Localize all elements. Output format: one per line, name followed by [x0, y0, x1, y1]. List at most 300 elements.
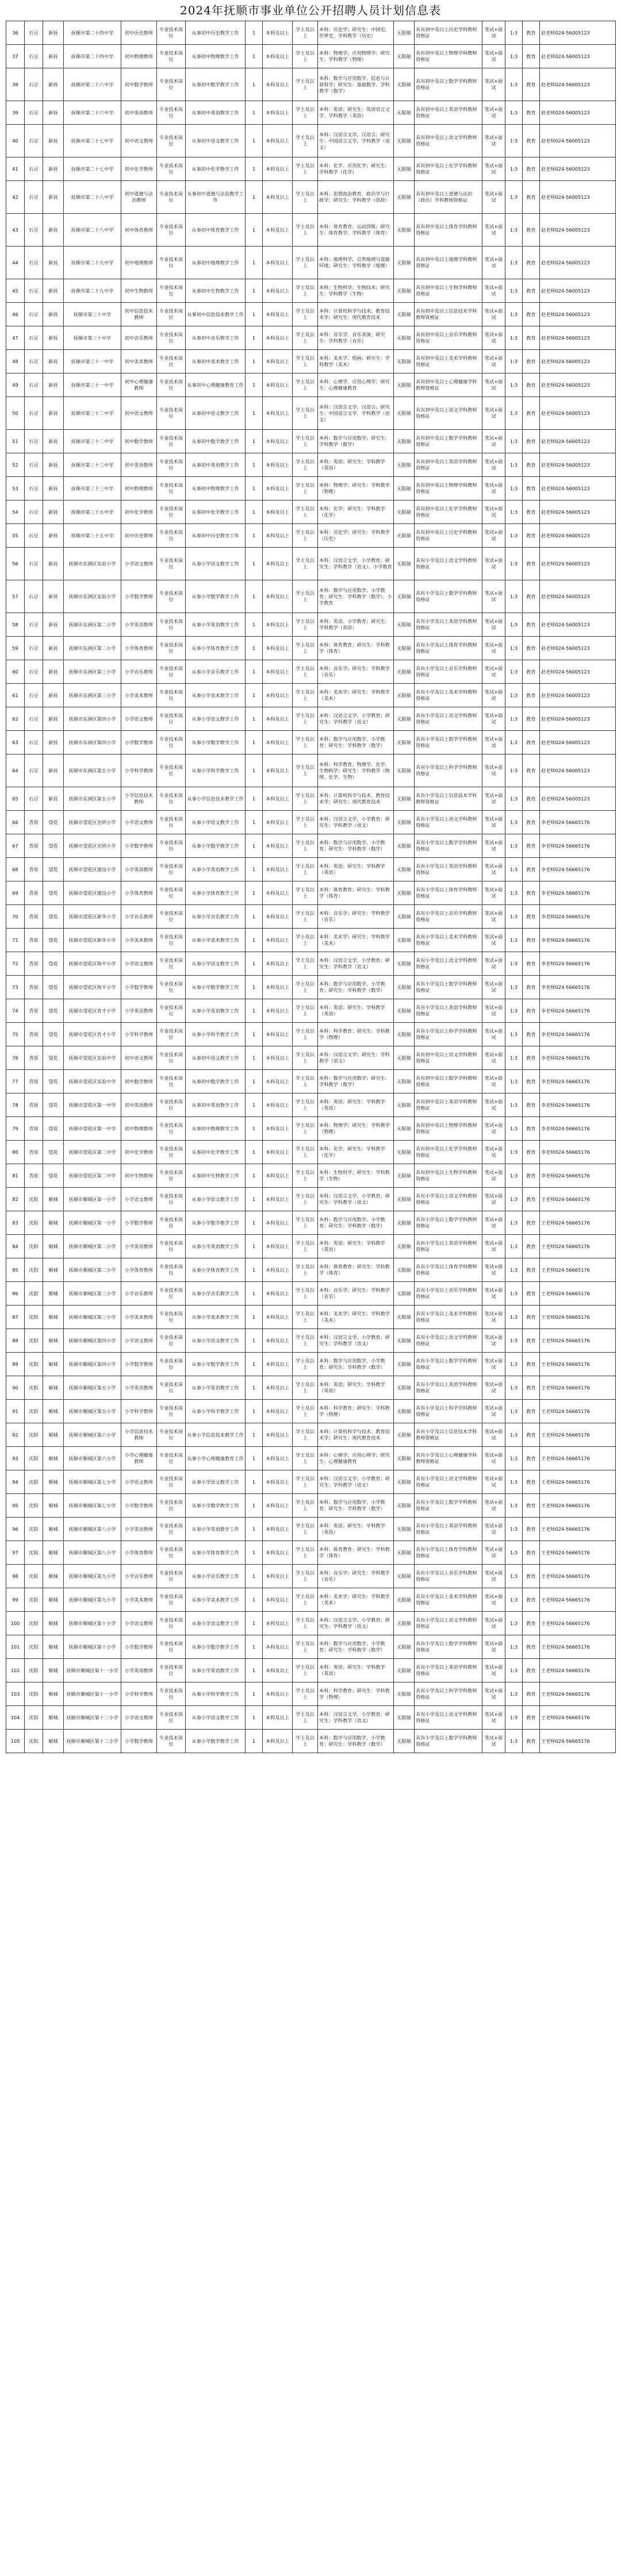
cell-unit: 抚顺市顺城区第六小学	[64, 1423, 121, 1447]
cell-exam: 笔试+面试	[482, 1023, 505, 1046]
cell-count: 1	[246, 373, 263, 397]
cell-age: 无限制	[394, 101, 415, 125]
cell-phone: 王老师024-56665176	[540, 1470, 616, 1494]
cell-category: 专业技术岗位	[157, 1211, 186, 1235]
cell-count: 1	[246, 881, 263, 905]
cell-district: 顺城	[43, 1188, 64, 1211]
cell-no: 57	[6, 580, 25, 613]
cell-county: 青原	[25, 905, 43, 929]
cell-ratio: 1:3	[505, 1518, 523, 1541]
cell-county: 沈阳	[25, 1518, 43, 1541]
cell-education: 本科及以上	[263, 684, 293, 707]
cell-major: 本科：音乐学；研究生：学科教学（音乐）	[318, 905, 394, 929]
cell-unit: 抚顺市望花区新华小学	[64, 905, 121, 929]
table-row	[6, 68, 616, 101]
cell-degree: 学士及以上	[293, 373, 318, 397]
cell-ratio: 1:3	[505, 101, 523, 125]
cell-no: 39	[6, 101, 25, 125]
cell-unit: 抚顺市第二十六中学	[64, 68, 121, 101]
cell-ratio: 1:3	[505, 1211, 523, 1235]
cell-unit: 抚顺市第三十一中学	[64, 350, 121, 373]
cell-age: 无限制	[394, 1659, 415, 1682]
cell-age: 无限制	[394, 350, 415, 373]
cell-unit: 抚顺市第二十四中学	[64, 21, 121, 45]
table-row	[6, 1329, 616, 1353]
cell-ratio: 1:3	[505, 1565, 523, 1588]
cell-other: 具有小学及以上体育学科教师资格证	[415, 1258, 482, 1282]
cell-degree: 学士及以上	[293, 303, 318, 326]
cell-phone: 王老师024-56665176	[540, 1612, 616, 1635]
cell-category: 专业技术岗位	[157, 1635, 186, 1659]
cell-duties: 从事小学科学教学工作	[186, 754, 246, 787]
cell-no: 42	[6, 181, 25, 214]
table-row	[6, 1588, 616, 1612]
cell-major: 本科：音乐学、音乐表演；研究生：学科教学（音乐）	[318, 326, 394, 350]
cell-no: 66	[6, 811, 25, 834]
cell-education: 本科及以上	[263, 1376, 293, 1400]
cell-post: 小学英语教师	[121, 999, 157, 1023]
cell-degree: 学士及以上	[293, 684, 318, 707]
cell-county: 沈阳	[25, 1235, 43, 1258]
cell-duties: 从事小学英语教学工作	[186, 1235, 246, 1258]
cell-major: 本科：化学；研究生：学科教学（化学）	[318, 500, 394, 524]
cell-form: 教育	[523, 125, 540, 157]
cell-category: 专业技术岗位	[157, 247, 186, 279]
cell-phone: 李老师024-56665176	[540, 999, 616, 1023]
cell-post: 初中生物教师	[121, 1164, 157, 1188]
cell-form: 教育	[523, 1518, 540, 1541]
cell-age: 无限制	[394, 279, 415, 303]
cell-form: 教育	[523, 1470, 540, 1494]
cell-form: 教育	[523, 45, 540, 68]
cell-ratio: 1:3	[505, 1730, 523, 1753]
cell-exam: 笔试+面试	[482, 181, 505, 214]
cell-degree: 学士及以上	[293, 326, 318, 350]
cell-duties: 从事小学心理健康教育工作	[186, 1447, 246, 1470]
cell-no: 91	[6, 1400, 25, 1423]
cell-age: 无限制	[394, 858, 415, 881]
cell-district: 顺城	[43, 1306, 64, 1329]
cell-ratio: 1:3	[505, 1070, 523, 1093]
cell-ratio: 1:3	[505, 1400, 523, 1423]
cell-county: 石豆	[25, 580, 43, 613]
cell-form: 教育	[523, 834, 540, 858]
table-row	[6, 548, 616, 580]
cell-education: 本科及以上	[263, 45, 293, 68]
cell-category: 专业技术岗位	[157, 580, 186, 613]
table-row	[6, 976, 616, 999]
cell-degree: 学士及以上	[293, 279, 318, 303]
cell-unit: 抚顺市第三十中学	[64, 326, 121, 350]
cell-degree: 学士及以上	[293, 811, 318, 834]
cell-other: 具有初中及以上语文学科教师资格证	[415, 397, 482, 430]
cell-exam: 笔试+面试	[482, 1470, 505, 1494]
cell-age: 无限制	[394, 1046, 415, 1070]
cell-post: 小学心理健康教师	[121, 1447, 157, 1470]
cell-degree: 学士及以上	[293, 1306, 318, 1329]
cell-ratio: 1:3	[505, 1541, 523, 1565]
cell-major: 本科：数学与应用数学、小学教育；研究生：学科教学（数学）	[318, 1730, 394, 1753]
cell-age: 无限制	[394, 1211, 415, 1235]
cell-county: 沈阳	[25, 1423, 43, 1447]
cell-other: 具有小学及以上英语学科教师资格证	[415, 999, 482, 1023]
cell-duties: 从事小学美术教学工作	[186, 684, 246, 707]
table-row	[6, 1070, 616, 1093]
cell-other: 具有小学及以上信息技术学科教师资格证	[415, 1423, 482, 1447]
cell-other: 具有初中及以上英语学科教师资格证	[415, 1093, 482, 1117]
cell-phone: 赵老师024-56005123	[540, 279, 616, 303]
cell-no: 101	[6, 1635, 25, 1659]
cell-unit: 抚顺市望花区和平小学	[64, 976, 121, 999]
table-row	[6, 397, 616, 430]
table-row	[6, 1565, 616, 1588]
cell-exam: 笔试+面试	[482, 214, 505, 247]
cell-category: 专业技术岗位	[157, 1164, 186, 1188]
cell-county: 沈阳	[25, 1730, 43, 1753]
cell-no: 60	[6, 660, 25, 684]
cell-category: 专业技术岗位	[157, 905, 186, 929]
cell-form: 教育	[523, 157, 540, 181]
cell-form: 教育	[523, 1682, 540, 1706]
cell-no: 80	[6, 1141, 25, 1164]
table-row	[6, 1518, 616, 1541]
cell-county: 青原	[25, 858, 43, 881]
cell-form: 教育	[523, 524, 540, 548]
cell-major: 本科：汉语言文学；研究生：学科教学（语文）	[318, 1046, 394, 1070]
cell-post: 初中语文教师	[121, 397, 157, 430]
cell-degree: 学士及以上	[293, 858, 318, 881]
cell-count: 1	[246, 21, 263, 45]
cell-form: 教育	[523, 1353, 540, 1376]
table-row	[6, 373, 616, 397]
cell-exam: 笔试+面试	[482, 1612, 505, 1635]
cell-no: 75	[6, 1023, 25, 1046]
cell-no: 81	[6, 1164, 25, 1188]
cell-unit: 抚顺市第三十五中学	[64, 500, 121, 524]
cell-district: 望花	[43, 1023, 64, 1046]
cell-duties: 从事初中化学教学工作	[186, 1141, 246, 1164]
table-row	[6, 1141, 616, 1164]
cell-district: 望花	[43, 1164, 64, 1188]
cell-post: 小学语文教师	[121, 1470, 157, 1494]
cell-unit: 抚顺市东洲区第二小学	[64, 637, 121, 660]
cell-age: 无限制	[394, 999, 415, 1023]
cell-duties: 从事初中生物教学工作	[186, 279, 246, 303]
cell-no: 61	[6, 684, 25, 707]
cell-category: 专业技术岗位	[157, 1447, 186, 1470]
cell-category: 专业技术岗位	[157, 45, 186, 68]
cell-duties: 从事初中生物教学工作	[186, 1164, 246, 1188]
cell-post: 小学数学教师	[121, 1494, 157, 1518]
cell-post: 初中英语教师	[121, 101, 157, 125]
cell-phone: 王老师024-56665176	[540, 1306, 616, 1329]
cell-no: 59	[6, 637, 25, 660]
cell-other: 具有初中及以上地理学科教师资格证	[415, 247, 482, 279]
cell-other: 具有小学及以上数学学科教师资格证	[415, 1494, 482, 1518]
cell-post: 初中数学教师	[121, 430, 157, 453]
cell-district: 新抚	[43, 326, 64, 350]
cell-form: 教育	[523, 214, 540, 247]
cell-phone: 赵老师024-56005123	[540, 548, 616, 580]
cell-exam: 笔试+面试	[482, 580, 505, 613]
table-row	[6, 477, 616, 500]
cell-unit: 抚顺市望花区第二中学	[64, 1164, 121, 1188]
cell-county: 青原	[25, 1141, 43, 1164]
cell-district: 新抚	[43, 707, 64, 731]
cell-post: 小学科学教师	[121, 754, 157, 787]
table-row	[6, 1494, 616, 1518]
cell-exam: 笔试+面试	[482, 500, 505, 524]
cell-category: 专业技术岗位	[157, 613, 186, 637]
cell-form: 教育	[523, 1023, 540, 1046]
cell-no: 48	[6, 350, 25, 373]
cell-phone: 赵老师024-56005123	[540, 707, 616, 731]
cell-major: 本科：音乐学；研究生：学科教学（音乐）	[318, 1565, 394, 1588]
cell-exam: 笔试+面试	[482, 905, 505, 929]
cell-duties: 从事初中语文教学工作	[186, 397, 246, 430]
cell-duties: 从事初中化学教学工作	[186, 157, 246, 181]
cell-exam: 笔试+面试	[482, 68, 505, 101]
cell-phone: 王老师024-56665176	[540, 1588, 616, 1612]
cell-no: 62	[6, 707, 25, 731]
cell-education: 本科及以上	[263, 1046, 293, 1070]
cell-other: 具有小学及以上语文学科教师资格证	[415, 811, 482, 834]
cell-no: 74	[6, 999, 25, 1023]
cell-major: 本科：地理科学、自然地理与资源环境；研究生：学科教学（地理）	[318, 247, 394, 279]
cell-unit: 抚顺市望花区育才小学	[64, 999, 121, 1023]
cell-degree: 学士及以上	[293, 1023, 318, 1046]
cell-district: 新抚	[43, 397, 64, 430]
cell-education: 本科及以上	[263, 1141, 293, 1164]
cell-post: 小学数学教师	[121, 580, 157, 613]
cell-major: 本科：科学教育；研究生：学科教学（物理）	[318, 1400, 394, 1423]
cell-unit: 抚顺市望花区实验中学	[64, 1046, 121, 1070]
cell-degree: 学士及以上	[293, 157, 318, 181]
cell-form: 教育	[523, 787, 540, 811]
cell-district: 新抚	[43, 613, 64, 637]
cell-other: 具有小学及以上数学学科教师资格证	[415, 976, 482, 999]
cell-count: 1	[246, 1023, 263, 1046]
cell-post: 小学体育教师	[121, 1541, 157, 1565]
cell-education: 本科及以上	[263, 1164, 293, 1188]
cell-category: 专业技术岗位	[157, 1046, 186, 1070]
cell-unit: 抚顺市第二十六中学	[64, 101, 121, 125]
cell-district: 新抚	[43, 684, 64, 707]
cell-degree: 学士及以上	[293, 1423, 318, 1447]
cell-form: 教育	[523, 905, 540, 929]
cell-unit: 抚顺市顺城区第七小学	[64, 1470, 121, 1494]
cell-degree: 学士及以上	[293, 731, 318, 754]
cell-category: 专业技术岗位	[157, 181, 186, 214]
cell-education: 本科及以上	[263, 754, 293, 787]
cell-phone: 赵老师024-56005123	[540, 350, 616, 373]
cell-county: 沈阳	[25, 1400, 43, 1423]
cell-county: 青原	[25, 1117, 43, 1141]
table-row	[6, 453, 616, 477]
cell-age: 无限制	[394, 1541, 415, 1565]
cell-phone: 赵老师024-56005123	[540, 397, 616, 430]
cell-unit: 抚顺市第二十八中学	[64, 214, 121, 247]
cell-duties: 从事小学英语教学工作	[186, 858, 246, 881]
cell-other: 具有小学及以上美术学科教师资格证	[415, 929, 482, 952]
cell-duties: 从事初中道德与法治教学工作	[186, 181, 246, 214]
cell-no: 79	[6, 1117, 25, 1141]
table-row	[6, 214, 616, 247]
table-row	[6, 430, 616, 453]
cell-other: 具有初中及以上化学学科教师资格证	[415, 157, 482, 181]
cell-post: 小学英语教师	[121, 1235, 157, 1258]
cell-duties: 从事小学科学教学工作	[186, 1023, 246, 1046]
cell-post: 小学英语教师	[121, 1376, 157, 1400]
cell-degree: 学士及以上	[293, 350, 318, 373]
cell-age: 无限制	[394, 397, 415, 430]
cell-form: 教育	[523, 1258, 540, 1282]
cell-county: 沈阳	[25, 1682, 43, 1706]
cell-phone: 王老师024-56665176	[540, 1329, 616, 1353]
cell-duties: 从事小学语文教学工作	[186, 811, 246, 834]
cell-form: 教育	[523, 881, 540, 905]
cell-phone: 李老师024-56665176	[540, 1093, 616, 1117]
cell-form: 教育	[523, 1329, 540, 1353]
cell-duties: 从事小学语文教学工作	[186, 1188, 246, 1211]
table-row	[6, 247, 616, 279]
cell-ratio: 1:3	[505, 929, 523, 952]
table-row	[6, 303, 616, 326]
table-row	[6, 326, 616, 350]
cell-form: 教育	[523, 707, 540, 731]
cell-phone: 赵老师024-56005123	[540, 326, 616, 350]
cell-county: 沈阳	[25, 1470, 43, 1494]
cell-age: 无限制	[394, 214, 415, 247]
cell-education: 本科及以上	[263, 500, 293, 524]
cell-major: 本科：体育教育；研究生：学科教学（体育）	[318, 1258, 394, 1282]
cell-phone: 李老师024-56665176	[540, 1164, 616, 1188]
cell-phone: 李老师024-56665176	[540, 952, 616, 976]
cell-exam: 笔试+面试	[482, 1565, 505, 1588]
cell-form: 教育	[523, 1659, 540, 1682]
cell-major: 本科：英语；研究生：学科教学（英语）	[318, 1376, 394, 1400]
cell-no: 105	[6, 1730, 25, 1753]
cell-ratio: 1:3	[505, 952, 523, 976]
cell-degree: 学士及以上	[293, 999, 318, 1023]
cell-other: 具有小学及以上科学学科教师资格证	[415, 1682, 482, 1706]
cell-education: 本科及以上	[263, 1423, 293, 1447]
cell-county: 石豆	[25, 500, 43, 524]
cell-category: 专业技术岗位	[157, 707, 186, 731]
cell-duties: 从事小学数学教学工作	[186, 731, 246, 754]
cell-degree: 学士及以上	[293, 453, 318, 477]
cell-county: 沈阳	[25, 1659, 43, 1682]
cell-form: 教育	[523, 1141, 540, 1164]
cell-duties: 从事小学数学教学工作	[186, 1730, 246, 1753]
cell-ratio: 1:3	[505, 157, 523, 181]
cell-other: 具有小学及以上科学学科教师资格证	[415, 1400, 482, 1423]
cell-no: 78	[6, 1093, 25, 1117]
cell-exam: 笔试+面试	[482, 834, 505, 858]
cell-exam: 笔试+面试	[482, 1400, 505, 1423]
table-row	[6, 787, 616, 811]
cell-age: 无限制	[394, 524, 415, 548]
cell-major: 本科：体育教育、运动训练；研究生：体育教学、学科教学（体育）	[318, 214, 394, 247]
cell-phone: 赵老师024-56005123	[540, 68, 616, 101]
cell-education: 本科及以上	[263, 976, 293, 999]
cell-education: 本科及以上	[263, 881, 293, 905]
cell-district: 望花	[43, 1070, 64, 1093]
cell-degree: 学士及以上	[293, 952, 318, 976]
table-row	[6, 279, 616, 303]
cell-post: 小学美术教师	[121, 684, 157, 707]
cell-phone: 赵老师024-56005123	[540, 45, 616, 68]
cell-count: 1	[246, 580, 263, 613]
cell-count: 1	[246, 1588, 263, 1612]
cell-post: 小学英语教师	[121, 1659, 157, 1682]
cell-unit: 抚顺市顺城区第五小学	[64, 1376, 121, 1400]
cell-no: 104	[6, 1706, 25, 1730]
cell-duties: 从事初中美术教学工作	[186, 350, 246, 373]
cell-exam: 笔试+面试	[482, 787, 505, 811]
cell-unit: 抚顺市顺城区第十一小学	[64, 1682, 121, 1706]
cell-district: 顺城	[43, 1518, 64, 1541]
cell-ratio: 1:3	[505, 1282, 523, 1306]
cell-form: 教育	[523, 1306, 540, 1329]
cell-county: 石豆	[25, 684, 43, 707]
cell-ratio: 1:3	[505, 1635, 523, 1659]
cell-no: 84	[6, 1235, 25, 1258]
cell-count: 1	[246, 1423, 263, 1447]
cell-exam: 笔试+面试	[482, 999, 505, 1023]
cell-education: 本科及以上	[263, 1211, 293, 1235]
cell-exam: 笔试+面试	[482, 397, 505, 430]
cell-count: 1	[246, 787, 263, 811]
cell-duties: 从事小学英语教学工作	[186, 1659, 246, 1682]
cell-degree: 学士及以上	[293, 834, 318, 858]
cell-age: 无限制	[394, 1635, 415, 1659]
cell-major: 本科：英语、小学教育；研究生：学科教学（英语）	[318, 613, 394, 637]
cell-duties: 从事小学体育教学工作	[186, 637, 246, 660]
cell-form: 教育	[523, 999, 540, 1023]
cell-county: 石豆	[25, 477, 43, 500]
table-row	[6, 999, 616, 1023]
cell-education: 本科及以上	[263, 430, 293, 453]
cell-education: 本科及以上	[263, 905, 293, 929]
cell-unit: 抚顺市望花区光明小学	[64, 811, 121, 834]
cell-post: 初中数学教师	[121, 1070, 157, 1093]
cell-education: 本科及以上	[263, 1329, 293, 1353]
cell-phone: 王老师024-56665176	[540, 1494, 616, 1518]
cell-degree: 学士及以上	[293, 430, 318, 453]
cell-no: 86	[6, 1282, 25, 1306]
cell-count: 1	[246, 1730, 263, 1753]
cell-age: 无限制	[394, 125, 415, 157]
cell-age: 无限制	[394, 157, 415, 181]
cell-education: 本科及以上	[263, 707, 293, 731]
cell-no: 88	[6, 1329, 25, 1353]
cell-post: 小学科学教师	[121, 1400, 157, 1423]
cell-count: 1	[246, 397, 263, 430]
cell-exam: 笔试+面试	[482, 613, 505, 637]
cell-category: 专业技术岗位	[157, 1518, 186, 1541]
cell-county: 石豆	[25, 754, 43, 787]
cell-count: 1	[246, 1093, 263, 1117]
cell-unit: 抚顺市第三十二中学	[64, 397, 121, 430]
cell-no: 50	[6, 397, 25, 430]
cell-district: 新抚	[43, 373, 64, 397]
cell-unit: 抚顺市第二十九中学	[64, 247, 121, 279]
cell-age: 无限制	[394, 1282, 415, 1306]
cell-unit: 抚顺市第三十三中学	[64, 477, 121, 500]
cell-duties: 从事小学音乐教学工作	[186, 1282, 246, 1306]
cell-age: 无限制	[394, 929, 415, 952]
